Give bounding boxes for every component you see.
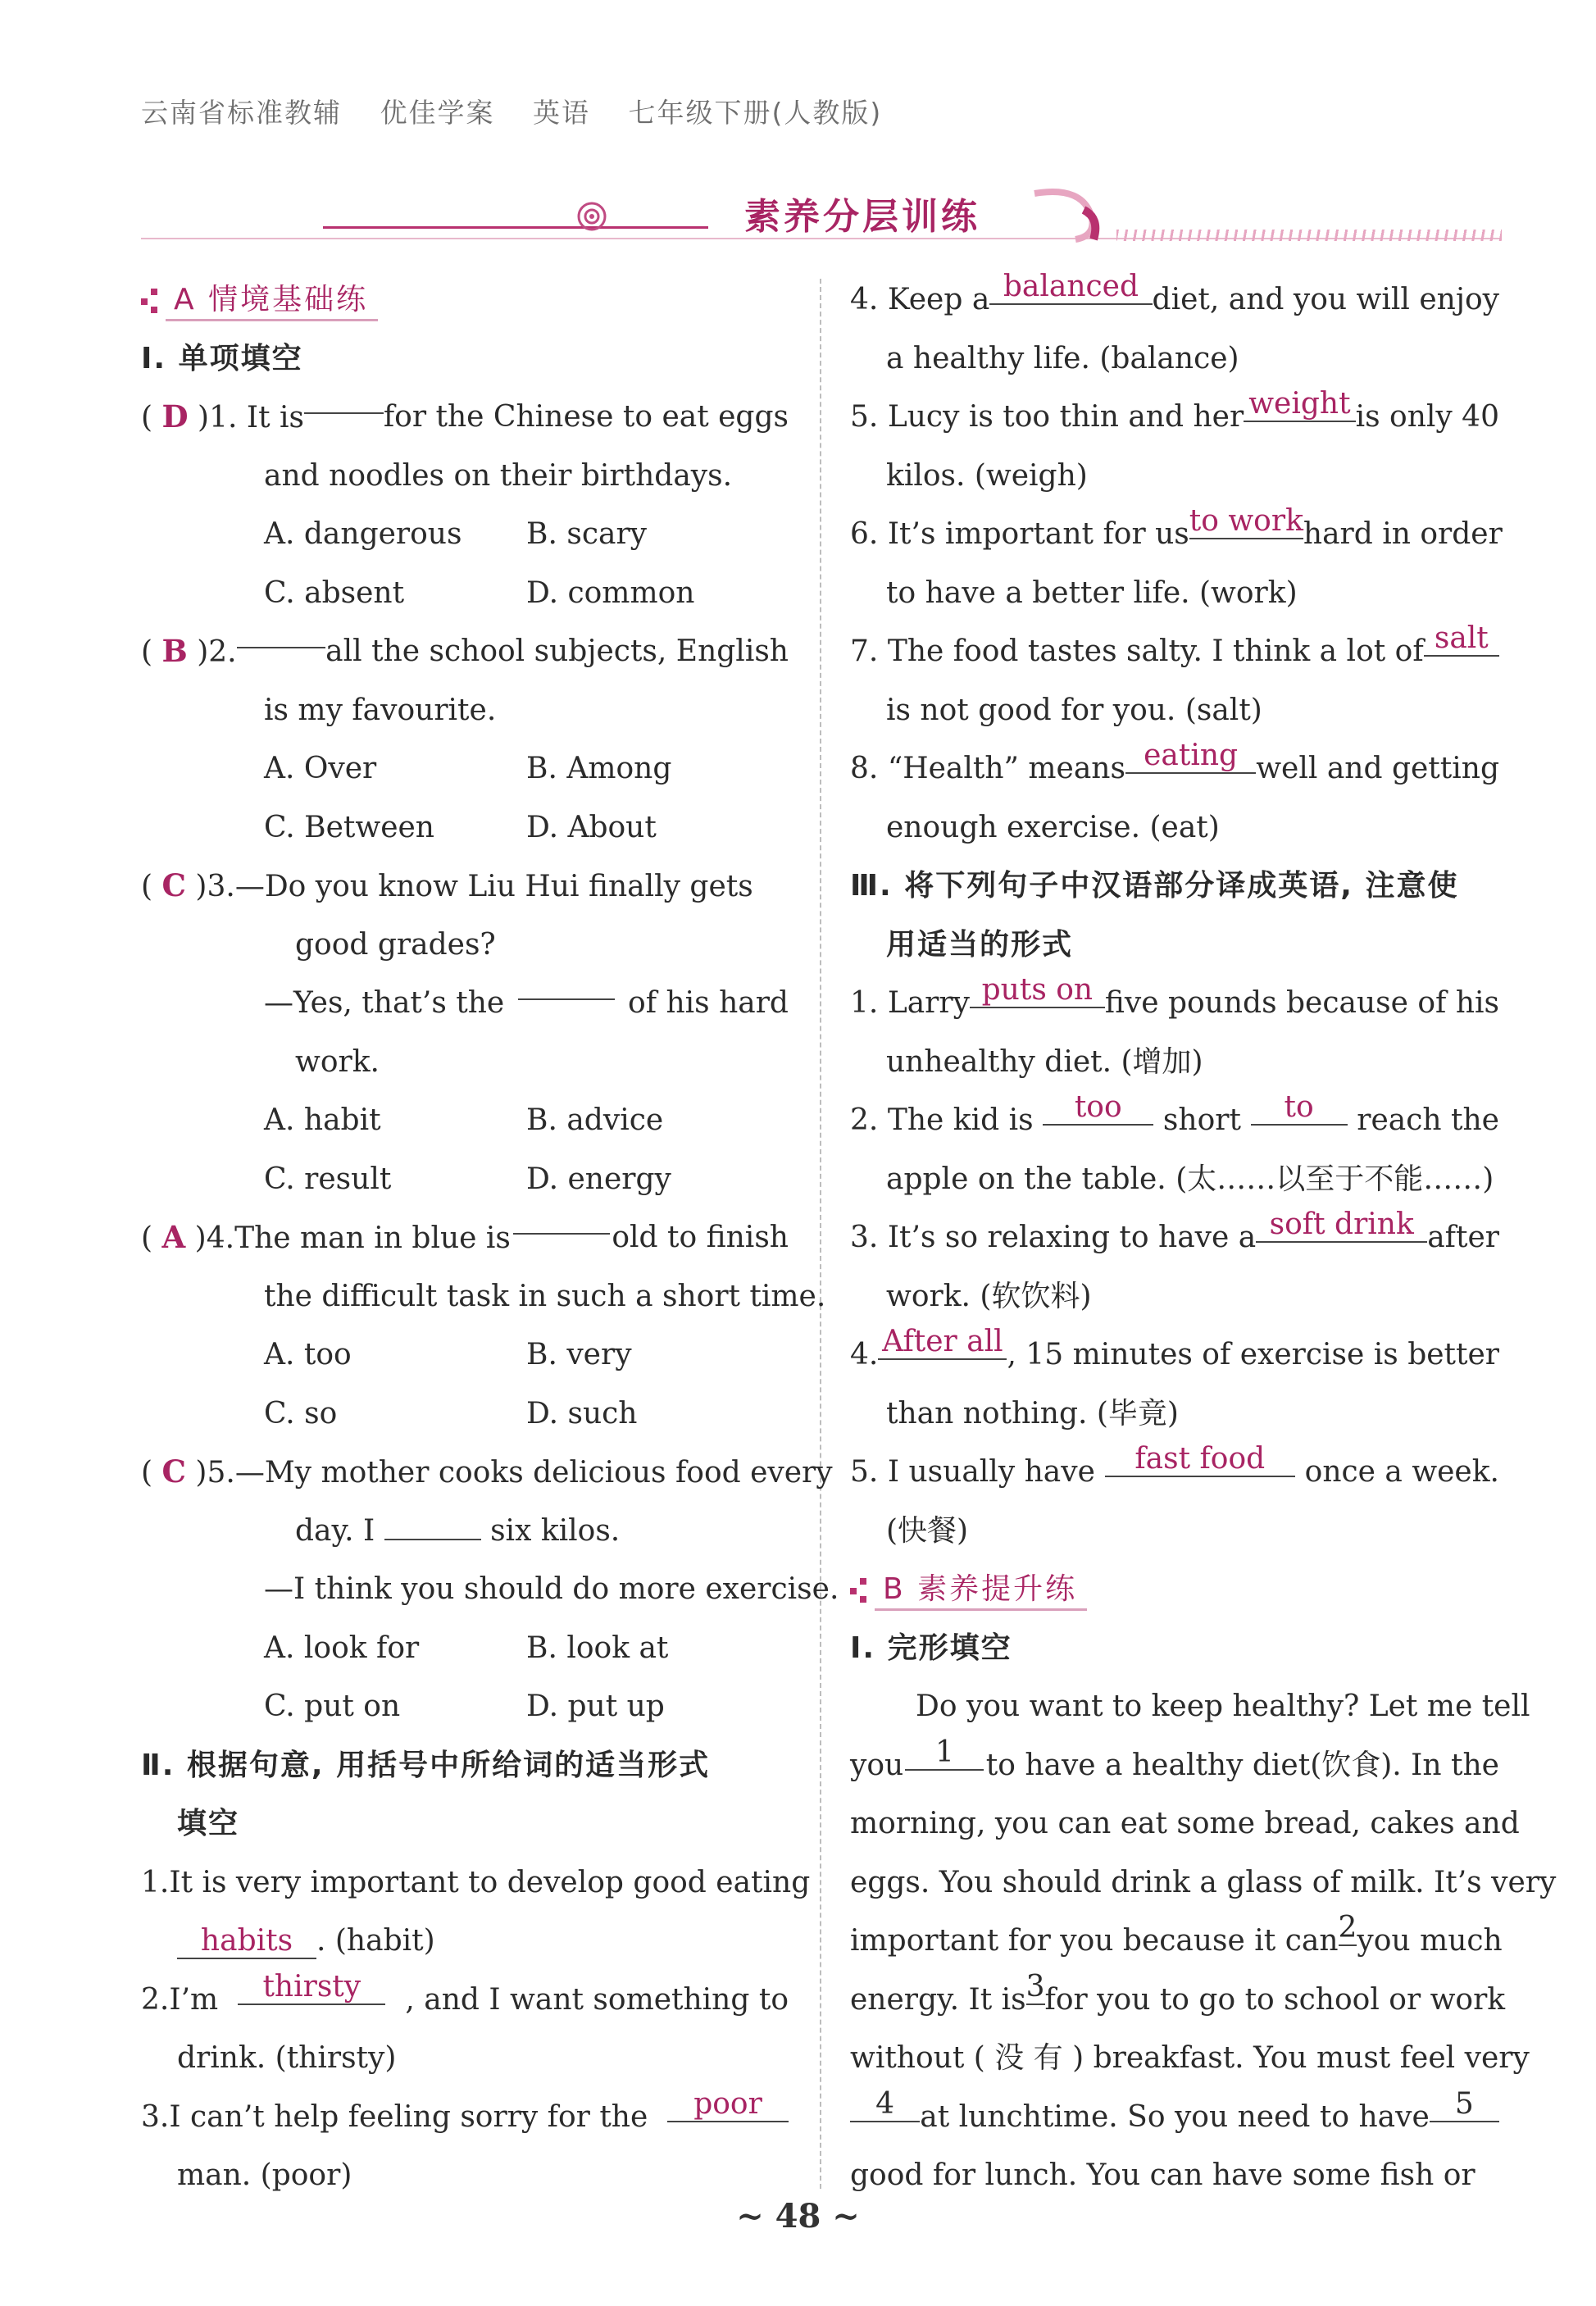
p2q4-line1: 4. Keep a balanced diet, and you will enjoy <box>850 270 1499 316</box>
q1-answer: D <box>161 398 189 434</box>
q4-answer: A <box>161 1219 186 1255</box>
cloze-blank-5: 5 <box>1430 2088 1499 2122</box>
p2q2-fill: thirsty <box>238 1971 385 2005</box>
p2q3-fill: poor <box>667 2088 789 2122</box>
cloze-line1: Do you want to keep healthy? Let me tell <box>916 1690 1530 1723</box>
p2q7-fill: salt <box>1424 622 1499 657</box>
cloze-title: Ⅰ. 完形填空 <box>850 1631 1012 1665</box>
p3q3-line1: 3. It’s so relaxing to have a soft drink after <box>850 1208 1499 1254</box>
p2q5-fill: weight <box>1244 388 1355 422</box>
section-b-letter: B <box>883 1572 906 1606</box>
q3-blank <box>518 974 615 1000</box>
section-b-name: 素养提升练 <box>917 1572 1078 1606</box>
p3q3-fill: soft drink <box>1256 1208 1427 1243</box>
banner-dashes <box>1116 230 1502 241</box>
cloze-line7: without ( 没 有 ) breakfast. You must feel very <box>850 2041 1530 2075</box>
p2q6-line1: 6. It’s important for us to work hard in order <box>850 504 1503 551</box>
p2q8-line2: enough exercise. (eat) <box>886 810 1220 844</box>
banner-left-line <box>323 226 708 229</box>
q1-options-cd: C. absent D. common <box>264 575 695 610</box>
q5-options-ab: A. look for B. look at <box>264 1631 669 1665</box>
p3q5-line2: (快餐) <box>886 1513 969 1548</box>
p3q2-line1: 2. The kid is too short to reach the <box>850 1090 1499 1137</box>
q3-options-ab: A. habit B. advice <box>264 1103 664 1137</box>
part3-title-line1: Ⅲ. 将下列句子中汉语部分译成英语, 注意使 <box>850 869 1459 903</box>
cloze-line2: you 1 to have a healthy diet(饮食). In the <box>850 1735 1499 1782</box>
p2q8-line1: 8. “Health” means eating well and getting <box>850 739 1499 785</box>
p3q1-fill: puts on <box>970 974 1105 1008</box>
header-grade: 七年级下册(人教版) <box>628 97 883 129</box>
q1-blank <box>304 388 384 414</box>
cloze-line4: eggs. You should drink a glass of milk. It’s very <box>850 1865 1557 1899</box>
section-dots-icon <box>850 1576 873 1604</box>
q3-line2: good grades? <box>295 927 496 962</box>
p2q6-line2: to have a better life. (work) <box>886 575 1298 610</box>
cloze-line6: energy. It is 3 for you to go to school or work <box>850 1969 1506 2017</box>
swirl-decoration-icon <box>1026 185 1116 243</box>
q4-line1: ( A )4.The man in blue is old to finish <box>141 1208 789 1267</box>
p2q7-line1: 7. The food tastes salty. I think a lot of salt <box>850 622 1499 681</box>
p3q5-line1: 5. I usually have fast food once a week. <box>850 1442 1499 1489</box>
section-b-heading <box>850 1560 1499 1619</box>
section-banner <box>141 180 1502 254</box>
q1-line2: and noodles on their birthdays. <box>264 458 733 493</box>
section-dots-icon <box>141 287 164 315</box>
q2-line1: ( B )2. all the school subjects, English <box>141 622 789 681</box>
q4-options-cd: C. so D. such <box>264 1396 638 1430</box>
p2q3-line1: 3.I can’t help feeling sorry for the poor <box>141 2088 789 2147</box>
p2q2-line1: 2.I’m thirsty , and I want something to <box>141 1969 789 2017</box>
q4-line2: the difficult task in such a short time. <box>264 1279 826 1313</box>
cloze-line3: morning, you can eat some bread, cakes and <box>850 1807 1520 1840</box>
cloze-line9: good for lunch. You can have some fish or <box>850 2158 1476 2192</box>
right-column <box>850 270 1557 2205</box>
page-number: ~ 48 ~ <box>736 2197 860 2236</box>
q3-answer: C <box>161 867 186 903</box>
q3-options-cd: C. result D. energy <box>264 1162 671 1196</box>
q3-line4: work. <box>295 1044 380 1079</box>
q5-line1: ( C )5.—My mother cooks delicious food every <box>141 1453 833 1490</box>
cloze-blank-4: 4 <box>850 2088 920 2122</box>
p3q4-fill: After all <box>878 1326 1007 1360</box>
cloze-blank-3: 3 <box>1025 1969 1045 2004</box>
part1-title: Ⅰ. 单项填空 <box>141 341 303 375</box>
cloze-line5: important for you because it can 2 you much <box>850 1911 1503 1958</box>
q4-options-ab: A. too B. very <box>264 1338 632 1371</box>
q5-blank <box>384 1514 481 1540</box>
header-series: 云南省标准教辅 <box>141 97 342 129</box>
banner-title: 素养分层训练 <box>744 196 980 238</box>
p3q5-fill: fast food <box>1105 1443 1295 1477</box>
p3q3-line2: work. (软饮料) <box>886 1279 1092 1313</box>
part2-title-line2: 填空 <box>177 1807 240 1840</box>
p3q1-line2: unhealthy diet. (增加) <box>886 1044 1203 1079</box>
section-a-letter: A <box>174 283 197 316</box>
p2q5-line1: 5. Lucy is too thin and her weight is only 40 <box>850 387 1499 434</box>
part3-title-line2: 用适当的形式 <box>886 927 1074 962</box>
left-column <box>141 271 839 2205</box>
p2q3-line2: man. (poor) <box>177 2158 352 2192</box>
p3q1-line1: 1. Larry puts on five pounds because of his <box>850 973 1499 1020</box>
q2-options-cd: C. Between D. About <box>264 810 657 844</box>
q4-blank <box>513 1208 610 1235</box>
p2q2-line2: drink. (thirsty) <box>177 2041 397 2075</box>
target-icon <box>574 198 610 234</box>
q3-line3: —Yes, that’s the of his hard <box>141 974 789 1033</box>
q3-line1: ( C )3.—Do you know Liu Hui finally gets <box>141 867 753 903</box>
p2q6-fill: to work <box>1189 504 1303 538</box>
p2q1-line1: 1.It is very important to develop good eating <box>141 1865 811 1899</box>
running-header <box>141 92 910 130</box>
p2q4-fill: balanced <box>989 271 1152 305</box>
p3q2-fill-1: too <box>1043 1091 1153 1126</box>
p2q1-line2: habits . (habit) <box>141 1912 789 1971</box>
header-subject: 英语 <box>533 97 590 129</box>
cloze-blank-1: 1 <box>905 1736 984 1771</box>
q1-line1: ( D )1. It is for the Chinese to eat eggs <box>141 388 789 447</box>
p3q2-line2: apple on the table. (太……以至于不能……) <box>886 1162 1494 1196</box>
q5-line2: day. I six kilos. <box>295 1513 621 1548</box>
section-a-heading <box>141 271 789 330</box>
q2-blank <box>237 622 326 648</box>
p2q5-line2: kilos. (weigh) <box>886 458 1088 493</box>
part2-title-line1: Ⅱ. 根据句意, 用括号中所给词的适当形式 <box>141 1748 711 1782</box>
q2-answer: B <box>161 633 188 669</box>
cloze-line8: 4 at lunchtime. So you need to have 5 <box>850 2088 1499 2147</box>
header-brand: 优佳学案 <box>380 97 495 129</box>
p2q4-line2: a healthy life. (balance) <box>886 341 1239 375</box>
p3q2-fill-2: to <box>1251 1091 1348 1126</box>
p2q8-fill: eating <box>1125 739 1256 774</box>
column-divider <box>820 279 821 2189</box>
p2q1-fill: habits <box>177 1925 316 1959</box>
q2-options-ab: A. Over B. Among <box>264 752 672 785</box>
q1-options-ab: A. dangerous B. scary <box>264 517 647 551</box>
p2q7-line2: is not good for you. (salt) <box>886 693 1262 727</box>
q5-answer: C <box>161 1453 186 1490</box>
cloze-blank-2: 2 <box>1338 1911 1357 1944</box>
q5-line3: —I think you should do more exercise. <box>264 1572 839 1606</box>
p3q4-line1: 4. After all , 15 minutes of exercise is better <box>850 1325 1499 1371</box>
q5-options-cd: C. put on D. put up <box>264 1690 665 1723</box>
q2-line2: is my favourite. <box>264 693 497 727</box>
section-a-name: 情境基础练 <box>208 283 369 316</box>
p3q4-line2: than nothing. (毕竟) <box>886 1396 1179 1430</box>
